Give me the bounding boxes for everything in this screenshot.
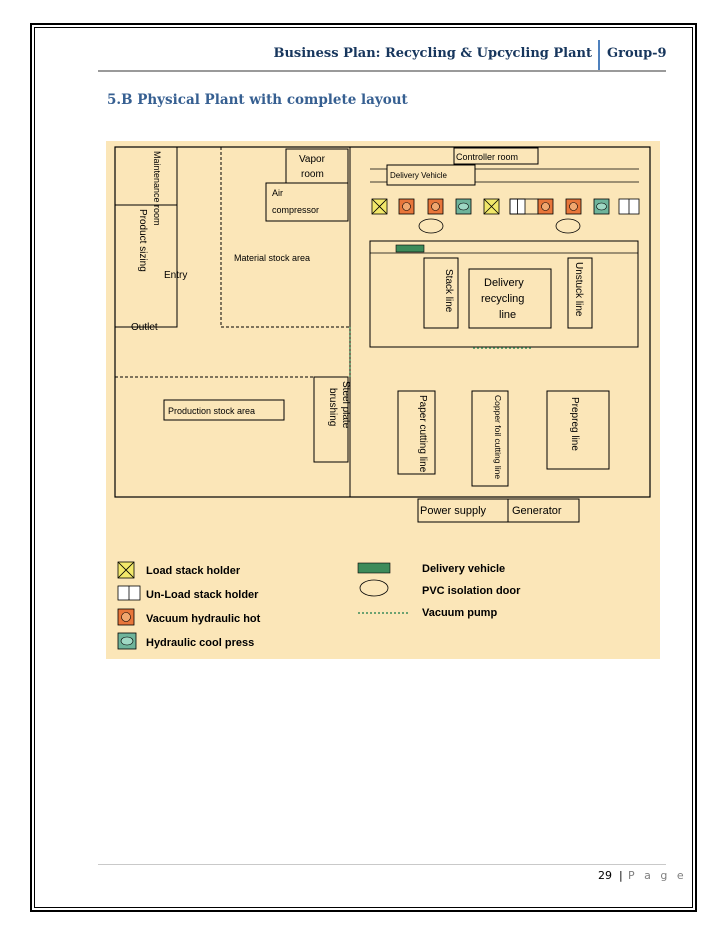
paper-cutting-label: Paper cutting line bbox=[417, 395, 428, 473]
pvc-isolation-door-1 bbox=[419, 219, 443, 233]
entry-label: Entry bbox=[164, 270, 188, 281]
delivery-recycling-label-3: line bbox=[499, 309, 517, 321]
cool-press-2-core bbox=[597, 203, 607, 210]
legend-pvc-door-label: PVC isolation door bbox=[422, 585, 521, 597]
header-separator bbox=[598, 40, 600, 70]
legend-vacuum-hot-core bbox=[122, 613, 131, 622]
unstuck-line-label: Unstuck line bbox=[573, 262, 584, 317]
legend-unload-label: Un-Load stack holder bbox=[146, 589, 259, 601]
controller-room-label: Controller room bbox=[456, 152, 519, 162]
legend-delivery-vehicle-label: Delivery vehicle bbox=[422, 563, 506, 575]
production-stock-label: Production stock area bbox=[168, 406, 256, 416]
stack-line-label: Stack line bbox=[443, 269, 454, 313]
prepreg-label: Prepreg line bbox=[569, 397, 580, 451]
copper-foil-label: Copper foil cutting line bbox=[493, 395, 503, 480]
page-number: 29 bbox=[598, 869, 612, 882]
plant-layout-svg bbox=[106, 141, 660, 659]
legend-cool-press-label: Hydraulic cool press bbox=[146, 637, 255, 649]
vapor-room-label-2: room bbox=[301, 169, 324, 180]
air-compressor-label-1: Air bbox=[272, 188, 283, 198]
delivery-recycling-label-1: Delivery bbox=[484, 277, 524, 289]
page-separator: | bbox=[619, 869, 623, 882]
steel-plate-label-1: Steel plate bbox=[340, 381, 351, 429]
delivery-vehicle-marker bbox=[396, 245, 424, 252]
generator-label: Generator bbox=[512, 505, 562, 517]
section-heading: 5.B Physical Plant with complete layout bbox=[107, 92, 408, 108]
legend-vacuum-hot-label: Vacuum hydraulic hot bbox=[146, 613, 261, 625]
vacuum-hot-4-core bbox=[570, 203, 578, 211]
outlet-label: Outlet bbox=[131, 322, 158, 333]
delivery-recycling-label-2: recycling bbox=[481, 293, 525, 305]
steel-plate-label-2: brushing bbox=[327, 388, 338, 427]
legend-pvc-door-swatch bbox=[360, 580, 388, 596]
product-sizing-label: Product sizing bbox=[137, 209, 148, 272]
legend bbox=[118, 562, 521, 649]
vacuum-hot-2-core bbox=[432, 203, 440, 211]
plant-layout-diagram bbox=[106, 141, 660, 659]
header-group: Group-9 bbox=[607, 46, 667, 61]
pvc-isolation-door-2 bbox=[556, 219, 580, 233]
legend-cool-press-core bbox=[121, 637, 133, 645]
page-word: P a g e bbox=[628, 869, 687, 882]
holders-row bbox=[372, 199, 639, 214]
paper-cutting-box bbox=[398, 391, 435, 474]
material-stock-label: Material stock area bbox=[234, 253, 311, 263]
legend-delivery-vehicle-swatch bbox=[358, 563, 390, 573]
maintenance-room-label: Maintenance room bbox=[152, 151, 162, 226]
legend-vacuum-pump-label: Vacuum pump bbox=[422, 607, 498, 619]
power-supply-label: Power supply bbox=[420, 505, 487, 517]
header-rule bbox=[98, 70, 666, 72]
footer-rule bbox=[98, 864, 666, 865]
legend-load-label: Load stack holder bbox=[146, 565, 241, 577]
air-compressor-label-2: compressor bbox=[272, 205, 320, 215]
cool-press-1-core bbox=[459, 203, 469, 210]
vacuum-hot-1-core bbox=[403, 203, 411, 211]
maintenance-room bbox=[115, 147, 177, 205]
delivery-vehicle-box-label: Delivery Vehicle bbox=[390, 171, 447, 180]
vapor-room-label-1: Vapor bbox=[299, 154, 325, 165]
header-title: Business Plan: Recycling & Upcycling Plant bbox=[273, 46, 592, 61]
vacuum-hot-3-core bbox=[542, 203, 550, 211]
